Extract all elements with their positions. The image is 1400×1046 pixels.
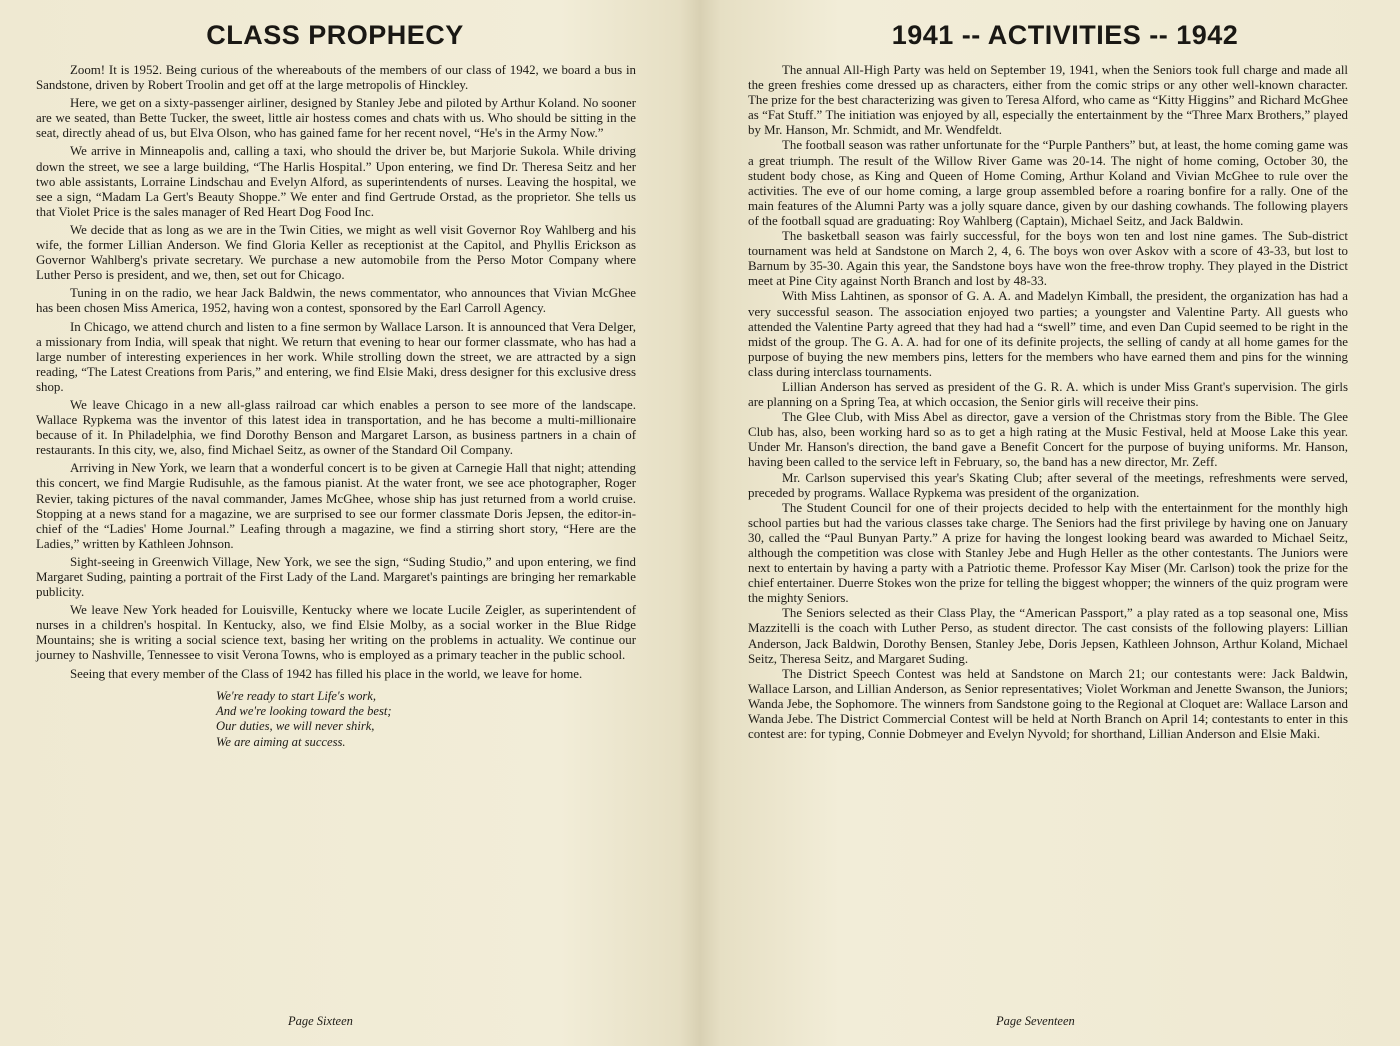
paragraph: The Student Council for one of their projects decided to help with the entertainment for the monthly high school parties but had the various classes take charge. The Seniors had the first privilege by having one on January 30, called the “Paul Bunyan Party.” A prize for having the longest looking beard was awarded to Michael Seitz, although the competition was close with Stanley Jebe and Hugh Heller as the other contestants. The Juniors were next to entertain by having a party with a Patriotic theme. Professor Kay Miser (Mr. Carlson) took the prize for the chief entertainer. Duerre Stokes won the prize for telling the biggest whopper; the winners of the quiz program were the mighty Seniors. xyxy=(748,500,1348,606)
poem-line: We're ready to start Life's work, xyxy=(216,688,377,703)
paragraph: We decide that as long as we are in the Twin Cities, we might as well visit Governor Roy Wahlberg and his wife, the former Lillian Anderson. We find Gloria Keller as receptionist at the Capitol, and Phyllis Erickson as Governor Wahlberg's private secretary. We purchase a new automobile from the Perso Motor Company where Luther Perso is president, and we, then, set out for Chicago. xyxy=(36,222,636,283)
paragraph: We leave New York headed for Louisville, Kentucky where we locate Lucile Zeigler, as superintendent of nurses in a children's hospital. In Kentucky, also, we find Elsie Molby, as a social worker in the Blue Ridge Mountains; she is writing a social science text, basing her writing on the problems in actuality. We continue our journey to Nashville, Tennessee to visit Verona Towns, who is employed as a primary teacher in the public school. xyxy=(36,603,636,663)
paragraph: Sight-seeing in Greenwich Village, New York, we see the sign, “Suding Studio,” and upon entering, we find Margaret Suding, painting a portrait of the First Lady of the Land. Margaret's paintings are bringing her remarkable publicity. xyxy=(36,554,636,600)
paragraph: The Seniors selected as their Class Play, the “American Passport,” a play rated as a top seasonal one, Miss Mazzitelli is the coach with Luther Perso, as student director. The cast consists of the following players: Lillian Anderson, Jack Baldwin, Dorothy Bensen, Stanley Jebe, Doris Jepsen, Kathleen Johnson, Arthur Koland, Michael Seitz, Theresa Seitz, and Margaret Suding. xyxy=(748,606,1348,666)
paragraph: Zoom! It is 1952. Being curious of the whereabouts of the members of our class of 1942, we board a bus in Sandstone, driven by Robert Troolin and get off at the large metropolis of Hinckley. xyxy=(36,63,636,93)
poem-line: And we're looking toward the best; xyxy=(216,703,392,718)
paragraph: Mr. Carlson supervised this year's Skating Club; after several of the meetings, refreshments were served, preceded by programs. Wallace Rypkema was president of the organization. xyxy=(748,470,1348,500)
paragraph: In Chicago, we attend church and listen to a fine sermon by Wallace Larson. It is announced that Vera Delger, a missionary from India, will speak that night. We return that evening to hear our former classmate, who has had a large number of interesting experiences in her work. While strolling down the street, we are attracted by a sign reading, “The Latest Creations from Paris,” and entering, we find Elsie Maki, dress designer for this exclusive dress shop. xyxy=(36,319,636,394)
paragraph: Tuning in on the radio, we hear Jack Baldwin, the news commentator, who announces that Vivian McGhee has been chosen Miss America, 1952, having won a contest, sponsored by the Earl Carroll Agency. xyxy=(36,286,636,316)
paragraph: With Miss Lahtinen, as sponsor of G. A. A. and Madelyn Kimball, the president, the organization has had a very successful season. The association enjoyed two parties; a youngster and Valentine Party. All guests who attended the Valentine Party agreed that they had had a “swell” time, and even Dan Cupid seemed to be right in the midst of the group. The G. A. A. had for one of its definite projects, the selling of candy at all home games for the purpose of buying the new members pins, letters for the members who have earned them and pins for the winning class during interclass tournaments. xyxy=(748,289,1348,379)
paragraph: We arrive in Minneapolis and, calling a taxi, who should the driver be, but Marjorie Sukola. While driving down the street, we see a large building, “The Harlis Hospital.” Upon entering, we find Dr. Theresa Seitz and her two able assistants, Lorraine Lindschau and Evelyn Alford, as superintendents of nurses. Leaving the hospital, we see a sign, “Madam La Gert's Beauty Shoppe.” We enter and find Gertrude Orstad, as the proprietor. She tells us that Violet Price is the sales manager of Red Heart Dog Food Inc. xyxy=(36,144,636,219)
poem-line: We are aiming at success. xyxy=(216,734,346,749)
poem-line: Our duties, we will never shirk, xyxy=(216,719,375,734)
article-body xyxy=(36,63,636,750)
paragraph: Lillian Anderson has served as president of the G. R. A. which is under Miss Grant's supervision. The girls are planning on a Spring Tea, at which occasion, the Senior girls will receive their pins. xyxy=(748,379,1348,410)
paragraph: Seeing that every member of the Class of 1942 has filled his place in the world, we leave for home. xyxy=(70,666,583,681)
paragraph: The annual All-High Party was held on September 19, 1941, when the Seniors took full charge and made all the green freshies come dressed up as characters, either from the comic strips or any other well-known character. The prize for the best characterizing was given to Teresa Alford, who came as “Kitty Higgins” and Richard McGhee as “Fat Stuff.” The initiation was enjoyed by all, especially the entertainment by the “Three Marx Brothers,” played by Mr. Hanson, Mr. Schmidt, and Mr. Wendfeldt. xyxy=(748,63,1348,138)
page-title: CLASS PROPHECY xyxy=(206,20,464,50)
paragraph: The Glee Club, with Miss Abel as director, gave a version of the Christmas story from the Bible. The Glee Club has, also, been working hard so as to get a high rating at the Music Festival, held at Moose Lake this year. Under Mr. Hanson's direction, the band gave a Benefit Concert for the purpose of buying uniforms. Mr. Hanson, having been called to the service left in February, so, the band has a new director, Mr. Zeff. xyxy=(748,410,1348,470)
paragraph: Here, we get on a sixty-passenger airliner, designed by Stanley Jebe and piloted by Arthur Koland. No sooner are we seated, than Bette Tucker, the sweet, little air hostess comes and chats with us. Who should be sitting in the seat, directly ahead of us, but Elva Olson, who has gained fame for her recent novel, “He's in the Army Now.” xyxy=(36,96,636,141)
paragraph: The basketball season was fairly successful, for the boys won ten and lost nine games. The Sub-district tournament was held at Sandstone on March 2, 4, 6. The boys won over Askov with a score of 43-33, but lost to Barnum by 35-30. Again this year, the Sandstone boys have won the free-throw trophy. They played in the District meet at Pine City against North Branch and lost by 48-33. xyxy=(748,229,1348,289)
page-number: Page Seventeen xyxy=(996,1014,1075,1028)
paragraph: Arriving in New York, we learn that a wonderful concert is to be given at Carnegie Hall that night; attending this concert, we find Margie Rudisuhle, as the famous pianist. At the water front, we see ace photographer, Roger Revier, taking pictures of the naval commander, James McGhee, whose ship has just returned from a world cruise. Stopping at a news stand for a magazine, we are surprised to see our former classmate Doris Jepsen, the editor-in-chief of the “Ladies' Home Journal.” Leafing through a magazine, we find a stirring short story, “Here are the Ladies,” written by Kathleen Johnson. xyxy=(36,461,636,551)
paragraph: The football season was rather unfortunate for the “Purple Panthers” but, at least, the home coming game was a great triumph. The result of the Willow River Game was 20-14. The night of home coming, October 30, the student body chose, as King and Queen of Home Coming, Arthur Koland and Vivian McGhee to rule over the activities. The eve of our home coming, a large group assembled before a roaring bonfire for a rally. One of the main features of the Alumni Party was a jolly square dance, given by our dashing cowhands. The following players of the football squad are graduating: Roy Wahlberg (Captain), Michael Seitz, and Jack Baldwin. xyxy=(748,138,1348,228)
paragraph: The District Speech Contest was held at Sandstone on March 21; our contestants were: Jack Baldwin, Wallace Larson, and Lillian Anderson, as Senior representatives; Violet Workman and Jenette Swanson, the Juniors; Wanda Jebe, the Sophomore. The winners from Sandstone going to the Regional at Cloquet are: Wallace Larson and Wanda Jebe. The District Commercial Contest will be held at North Branch on April 14; contestants to enter in this contest are: for typing, Connie Dobmeyer and Evelyn Nyvold; for shorthand, Lillian Anderson and Elsie Maki. xyxy=(748,666,1348,742)
page-number: Page Sixteen xyxy=(288,1014,353,1028)
page-title: 1941 -- ACTIVITIES -- 1942 xyxy=(891,20,1239,50)
paragraph: We leave Chicago in a new all-glass railroad car which enables a person to see more of the landscape. Wallace Rypkema was the inventor of this latest idea in transportation, and he has become a multi-millionaire because of it. In Philadelphia, we find Dorothy Benson and Margaret Larson, as business partners in a chain of restaurants. In this city, we, also, find Michael Seitz, as owner of the Standard Oil Company. xyxy=(36,397,636,458)
article-body xyxy=(748,63,1348,742)
right-page xyxy=(700,0,1400,1046)
closing-poem xyxy=(216,689,636,750)
